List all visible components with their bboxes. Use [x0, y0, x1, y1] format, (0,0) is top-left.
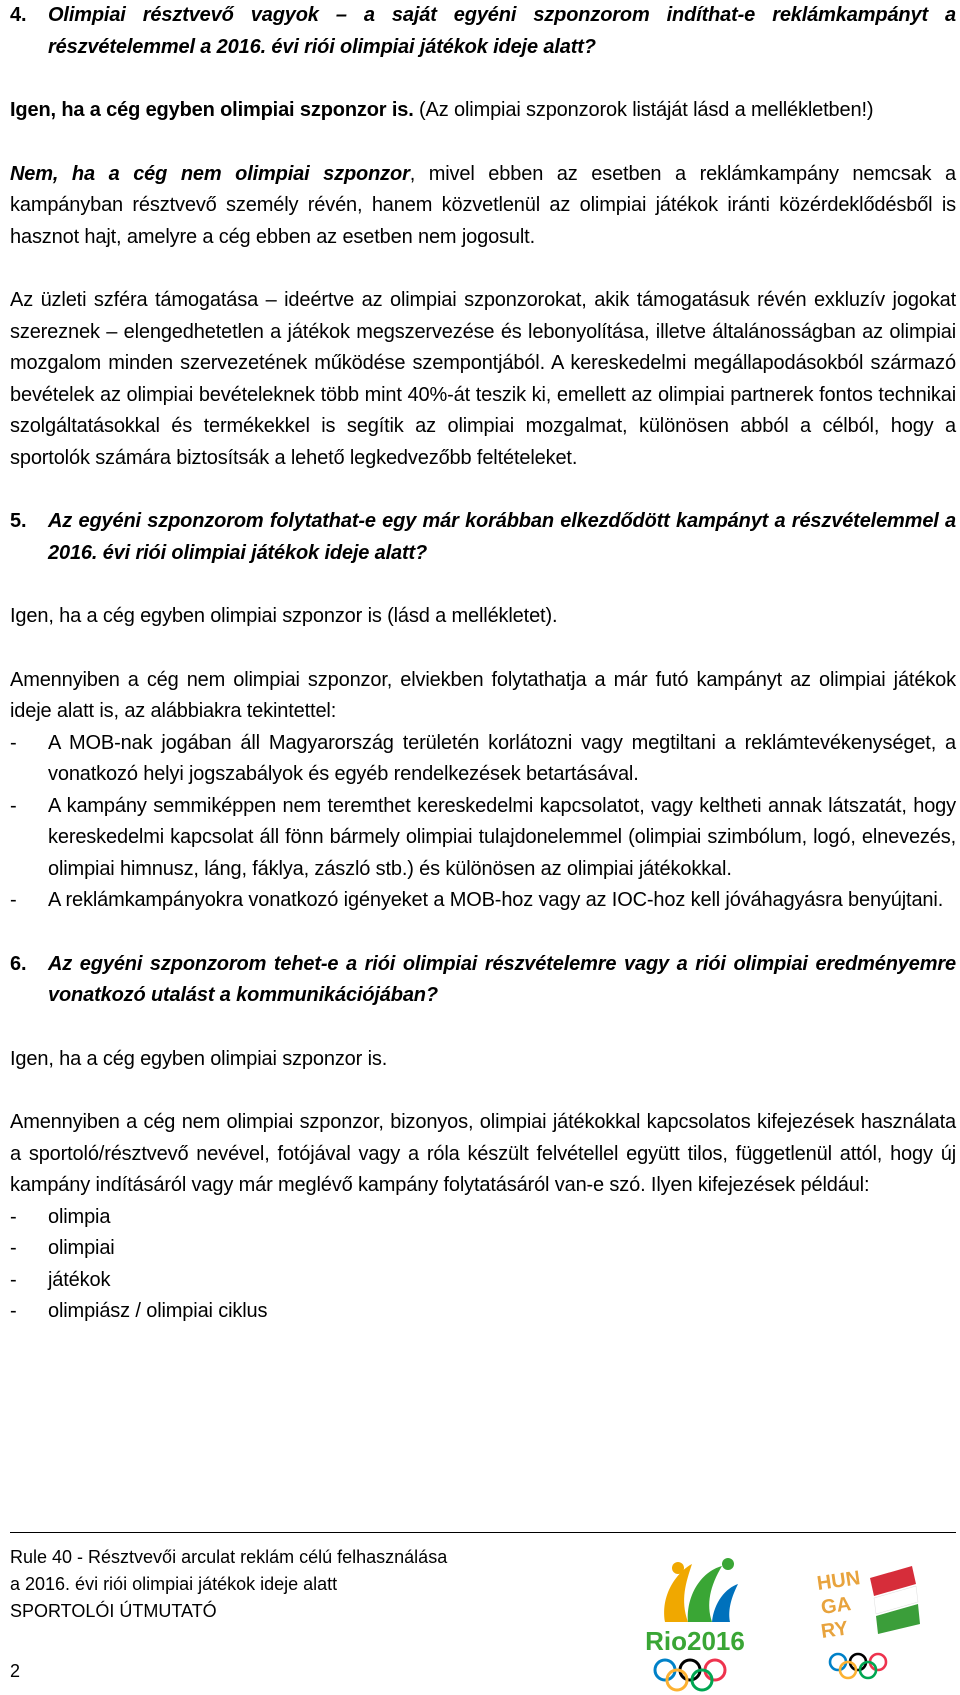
question-text: Az egyéni szponzorom tehet-e a riói olimpiai részvételemre vagy a riói olimpiai eredményemre vonatkozó utalást a kommunikációjában?	[48, 952, 956, 1006]
answer-paragraph: Amennyiben a cég nem olimpiai szponzor, elviekben folytathatja a már futó kampányt az olimpiai játékok ideje alatt is, az alábbiakra tekintettel:	[10, 668, 956, 722]
list-item: - játékok	[10, 1268, 111, 1291]
question-5-heading	[10, 506, 956, 569]
question-number: 5.	[10, 510, 27, 532]
list-item: - olimpiász / olimpiai ciklus	[10, 1300, 268, 1322]
svg-text:HUN: HUN	[815, 1567, 862, 1595]
answer-no-paragraph	[10, 159, 956, 254]
list-item: - olimpiai	[10, 1237, 115, 1259]
hungary-olympic-logo-icon	[808, 1562, 928, 1680]
question-4-heading	[10, 0, 956, 63]
footer-line-2: a 2016. évi riói olimpiai játékok ideje alatt	[10, 1574, 338, 1594]
footer-divider	[10, 1532, 956, 1533]
answer-paragraph: Igen, ha a cég egyben olimpiai szponzor is.	[10, 1047, 388, 1070]
footer-line-1: Rule 40 - Résztvevői arculat reklám célú felhasználása	[10, 1547, 448, 1567]
list-item: - A reklámkampányokra vonatkozó igényeket a MOB-hoz vagy az IOC-hoz kell jóváhagyásra benyújtani.	[10, 889, 944, 911]
page-footer	[0, 1544, 960, 1694]
question-text: Az egyéni szponzorom folytathat-e egy már korábban elkezdődött kampányt a részvételemmel a 2016. évi riói olimpiai játékok ideje alatt?	[48, 510, 956, 564]
question-6-heading	[10, 949, 956, 1012]
rio2016-logo-icon	[630, 1552, 760, 1692]
question-number: 6.	[10, 952, 27, 975]
answer-yes-rest: (Az olimpiai szponzorok listáját lásd a mellékletben!)	[413, 99, 874, 121]
answer-no-bold: Nem, ha a cég nem olimpiai szponzor	[10, 162, 410, 185]
document-page	[10, 0, 956, 1695]
svg-text:GA: GA	[819, 1592, 853, 1619]
answer-paragraph: Amennyiben a cég nem olimpiai szponzor, bizonyos, olimpiai játékokkal kapcsolatos kifejezések használata a sportoló/résztvevő nevével, fotójával vagy a róla készült felvétellel együtt tilos, függetlenül attól, hogy új kampány indításáról vagy már meglévő kampány folytatásáról van-e szó. Ilyen kifejezések például:	[10, 1111, 956, 1196]
expressions-list	[10, 1202, 956, 1328]
svg-text:RY: RY	[819, 1617, 850, 1643]
footer-line-3: SPORTOLÓI ÚTMUTATÓ	[10, 1601, 217, 1621]
list-item: - A MOB-nak jogában áll Magyarország területén korlátozni vagy megtiltani a reklámtevékenységet, a vonatkozó helyi jogszabályok és egyéb rendelkezések betartásával.	[10, 731, 956, 785]
question-number: 4.	[10, 4, 27, 26]
answer-no-rest: , mivel ebben az esetben a reklámkampány nemcsak a kampányban résztvevő személy révén, hanem közvetlenül az olimpiai játékok iránti közérdeklődésből is hasznot hajt, amelyre a cég ebben az esetben nem jogosult.	[10, 162, 957, 248]
page-number: 2	[10, 1661, 21, 1681]
answer-yes-paragraph	[10, 95, 956, 127]
question-text: Olimpiai résztvevő vagyok – a saját egyéni szponzorom indíthat-e reklámkampányt a részvételemmel a 2016. évi riói olimpiai játékok ideje alatt?	[48, 4, 956, 58]
svg-text:Rio2016: Rio2016	[645, 1626, 745, 1656]
answer-yes-bold: Igen, ha a cég egyben olimpiai szponzor is.	[10, 99, 414, 121]
list-item: - olimpia	[10, 1205, 111, 1228]
conditions-list	[10, 728, 956, 917]
list-item: - A kampány semmiképpen nem teremthet kereskedelmi kapcsolatot, vagy keltheti annak látszatát, hogy kereskedelmi kapcsolat áll fönn bármely olimpiai tulajdonelemmel (olimpiai szimbólum, logó, elnevezés, olimpiai himnusz, láng, fáklya, zászló stb.) és különösen az olimpiai játékokkal.	[10, 794, 956, 880]
answer-paragraph: Igen, ha a cég egyben olimpiai szponzor is (lásd a mellékletet).	[10, 605, 558, 627]
business-support-paragraph: Az üzleti szféra támogatása – ideértve az olimpiai szponzorokat, akik támogatásuk révén exkluzív jogokat szereznek – elengedhetetlen a játékok megszervezése és lebonyolítása, illetve általánosságban az olimpiai mozgalom minden szervezetének működése szempontjából. A kereskedelmi megállapodásokból származó bevételek az olimpiai bevételeknek több mint 40%-át teszik ki, emellett az olimpiai partnerek fontos technikai szolgáltatásokkal és termékekkel is segítik az olimpiai mozgalmat, különösen abból a célból, hogy a sportolók számára biztosítsák a lehető legkedvezőbb feltételeket.	[10, 289, 956, 469]
